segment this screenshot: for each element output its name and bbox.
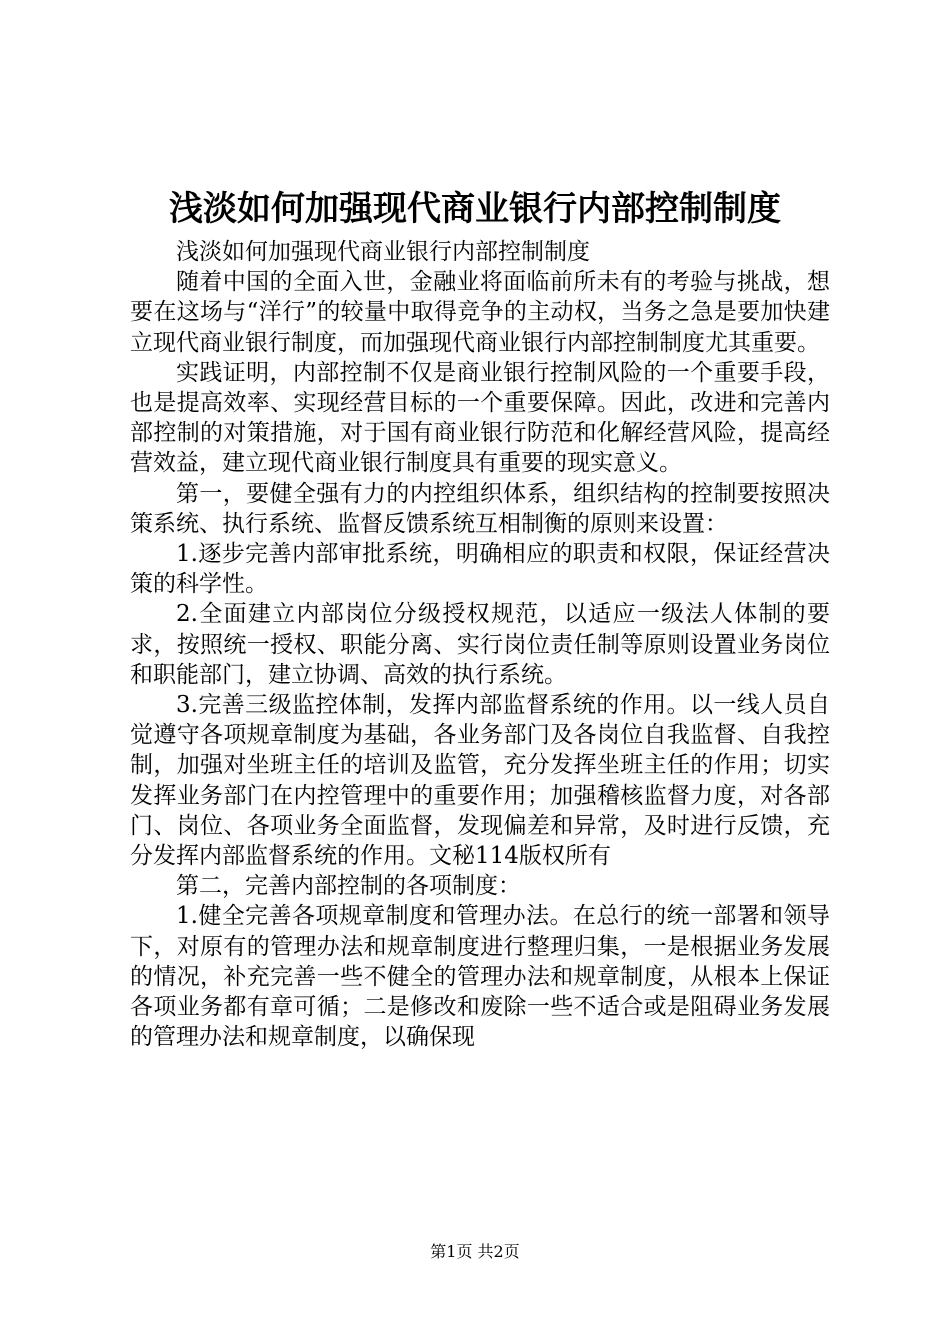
paragraph-practice: 实践证明，内部控制不仅是商业银行控制风险的一个重要手段，也是提高效率、实现经营目标的一个重要保障。因此，改进和完善内部控制的对策措施，对于国有商业银行防范和化解经营风险，提高经营效益，建立现代商业银行制度具有重要的现实意义。 [130,359,830,477]
paragraph-item-2-1: 1.健全完善各项规章制度和管理办法。在总行的统一部署和领导下，对原有的管理办法和规章制度进行整理归集，一是根据业务发展的情况，补充完善一些不健全的管理办法和规章制度，从根本上保证各项业务都有章可循；二是修改和废除一些不适合或是阻碍业务发展的管理办法和规章制度，以确保现 [130,903,830,1051]
page-footer: 第1页 共2页 [430,1242,520,1261]
paragraph-intro: 随着中国的全面入世，金融业将面临前所未有的考验与挑战，想要在这场与“洋行”的较量中取得竞争的主动权，当务之急是要加快建立现代商业银行制度，而加强现代商业银行内部控制制度尤其重要。 [130,269,830,356]
paragraph-section-one: 第一，要健全强有力的内控组织体系，组织结构的控制要按照决策系统、执行系统、监督反馈系统互相制衡的原则来设置： [130,480,830,537]
paragraph-subtitle: 浅淡如何加强现代商业银行内部控制制度 [176,239,590,265]
paragraph-section-two: 第二，完善内部控制的各项制度： [176,873,521,900]
document-body [130,237,830,1052]
paragraph-item-1-3: 3.完善三级监控体制，发挥内部监督系统的作用。以一线人员自觉遵守各项规章制度为基础，各业务部门及各岗位自我监督、自我控制，加强对坐班主任的培训及监管，充分发挥坐班主任的作用；切实发挥业务部门在内控管理中的重要作用；加强稽核监督力度，对各部门、岗位、各项业务全面监督，发现偏差和异常，及时进行反馈，充分发挥内部监督系统的作用。文秘114版权所有 [130,692,830,870]
document-title: 浅淡如何加强现代商业银行内部控制制度 [169,189,781,229]
paragraph-item-1-1: 1.逐步完善内部审批系统，明确相应的职责和权限，保证经营决策的科学性。 [130,541,830,598]
paragraph-item-1-2: 2.全面建立内部岗位分级授权规范，以适应一级法人体制的要求，按照统一授权、职能分离、实行岗位责任制等原则设置业务岗位和职能部门，建立协调、高效的执行系统。 [130,601,830,688]
